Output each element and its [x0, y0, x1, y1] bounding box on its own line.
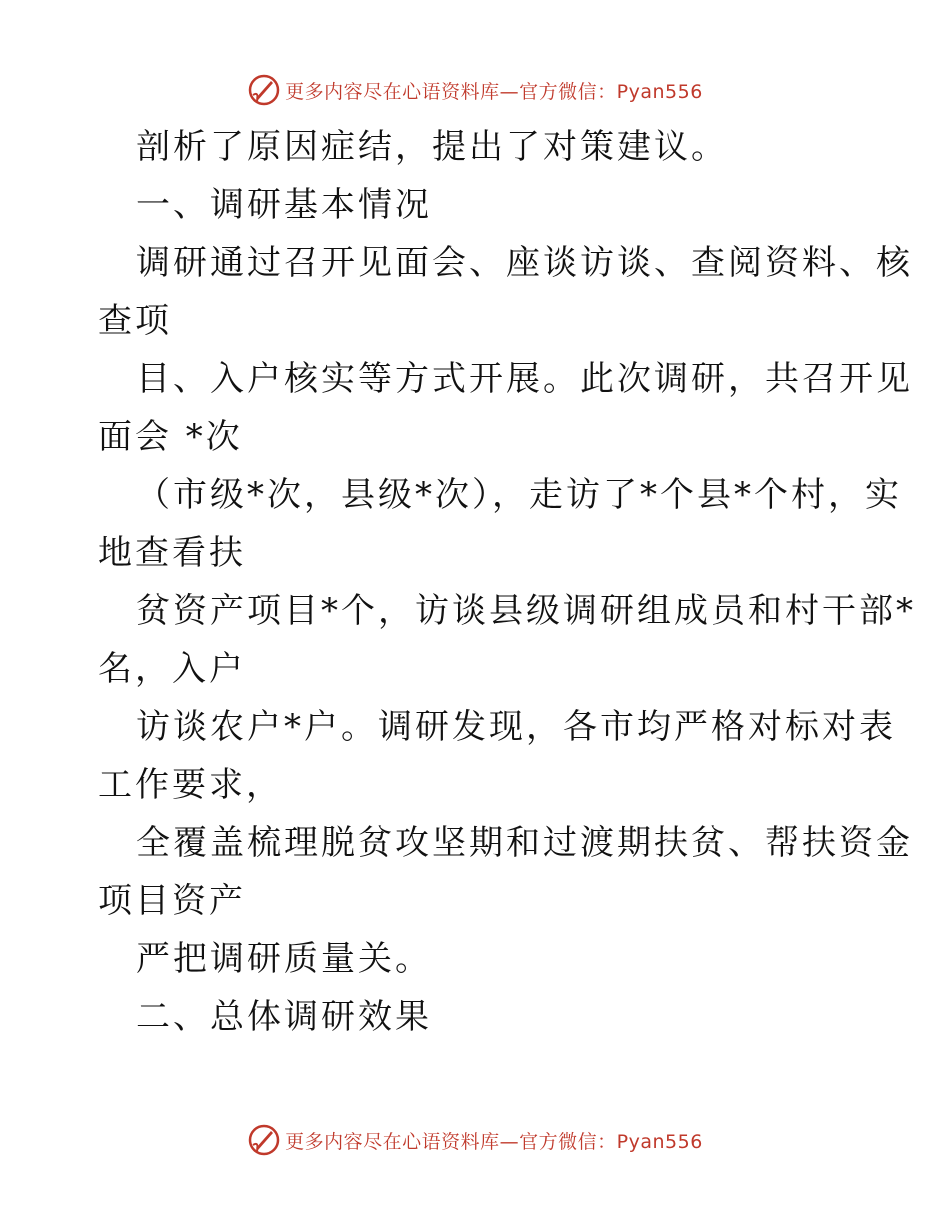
body-line-4: 查项 — [98, 301, 172, 341]
body-line-3: 调研通过召开见面会、座谈访谈、查阅资料、核 — [136, 243, 913, 283]
header-banner-text: 更多内容尽在心语资料库—官方微信：Pyan556 — [285, 80, 703, 103]
section-heading-2: 二、总体调研效果 — [136, 997, 432, 1037]
header-banner — [0, 70, 950, 110]
body-line-1: 剖析了原因症结，提出了对策建议。 — [136, 127, 728, 167]
body-line-14: 项目资产 — [98, 881, 246, 921]
body-line-11: 访谈农户*户。调研发现，各市均严格对标对表 — [136, 707, 896, 747]
body-line-13: 全覆盖梳理脱贫攻坚期和过渡期扶贫、帮扶资金 — [136, 823, 913, 863]
section-heading-1: 一、调研基本情况 — [136, 185, 432, 225]
quill-logo-icon — [247, 73, 281, 107]
body-line-12: 工作要求， — [98, 765, 283, 805]
body-line-7: （市级*次，县级*次），走访了*个县*个村，实 — [136, 475, 902, 515]
body-line-6: 面会 *次 — [98, 417, 243, 457]
quill-logo-icon — [247, 1123, 281, 1157]
body-line-5: 目、入户核实等方式开展。此次调研，共召开见 — [136, 359, 913, 399]
body-line-9: 贫资产项目*个，访谈县级调研组成员和村干部* — [136, 591, 916, 631]
body-line-15: 严把调研质量关。 — [136, 939, 432, 979]
footer-banner — [0, 1120, 950, 1160]
body-line-8: 地查看扶 — [98, 533, 246, 573]
document-body — [98, 118, 916, 1046]
body-line-10: 名，入户 — [98, 649, 246, 689]
footer-banner-text: 更多内容尽在心语资料库—官方微信：Pyan556 — [285, 1130, 703, 1153]
